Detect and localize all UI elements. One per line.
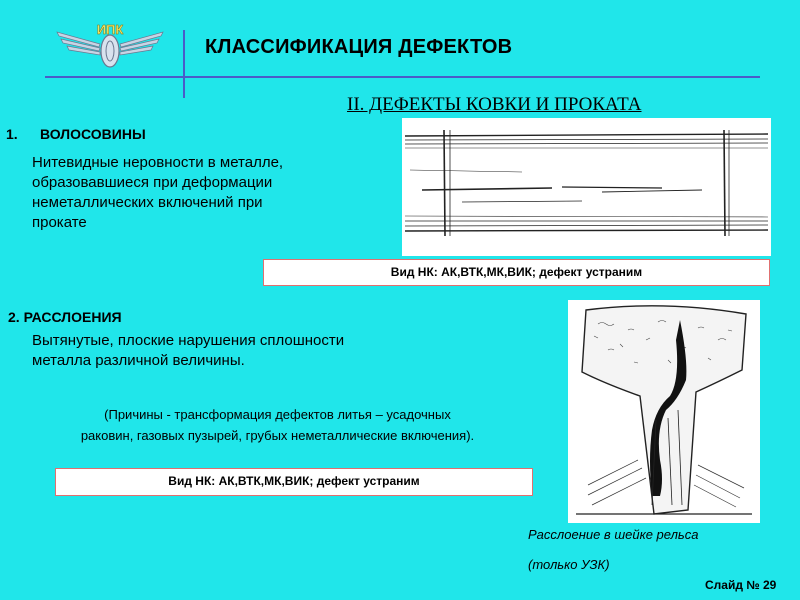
defect-1-description-line: неметаллических включений при xyxy=(32,194,263,211)
defect-2-heading: 2. РАССЛОЕНИЯ xyxy=(8,309,122,325)
ipk-logo xyxy=(55,18,165,73)
hairline-defect-illustration xyxy=(402,118,771,256)
illustration-caption: Расслоение в шейке рельса xyxy=(528,527,699,542)
defect-1-description-line: Нитевидные неровности в металле, xyxy=(32,154,284,171)
defect-1-description xyxy=(32,153,392,233)
logo-text: ИПК xyxy=(96,22,124,37)
defect-1-nk-box: Вид НК: АК,ВТК,МК,ВИК; дефект устраним xyxy=(263,259,770,286)
defect-2-cause-line: (Причины - трансформация дефектов литья – усадочных xyxy=(104,407,451,422)
defect-1-heading: ВОЛОСОВИНЫ xyxy=(40,126,146,142)
defect-2-causes xyxy=(0,404,555,446)
defect-1-number: 1. xyxy=(6,126,18,142)
section-heading: II. ДЕФЕКТЫ КОВКИ И ПРОКАТА xyxy=(347,94,642,115)
defect-1-description-line: образовавшиеся при деформации xyxy=(32,174,273,191)
defect-2-description-line: металла различной величины. xyxy=(32,352,245,369)
header-rule xyxy=(45,76,760,78)
header-divider xyxy=(183,30,185,98)
slide-number: Слайд № 29 xyxy=(705,578,777,592)
rail-web-delamination-illustration xyxy=(568,300,760,523)
defect-2-nk-box: Вид НК: АК,ВТК,МК,ВИК; дефект устраним xyxy=(55,468,533,496)
defect-1-description-line: прокате xyxy=(32,214,87,231)
illustration-caption-note: (только УЗК) xyxy=(528,557,610,572)
defect-2-description xyxy=(32,331,472,371)
slide-title: КЛАССИФИКАЦИЯ ДЕФЕКТОВ xyxy=(205,36,513,58)
defect-2-description-line: Вытянутые, плоские нарушения сплошности xyxy=(32,332,345,349)
defect-2-cause-line: раковин, газовых пузырей, грубых неметаллические включения). xyxy=(80,428,475,443)
